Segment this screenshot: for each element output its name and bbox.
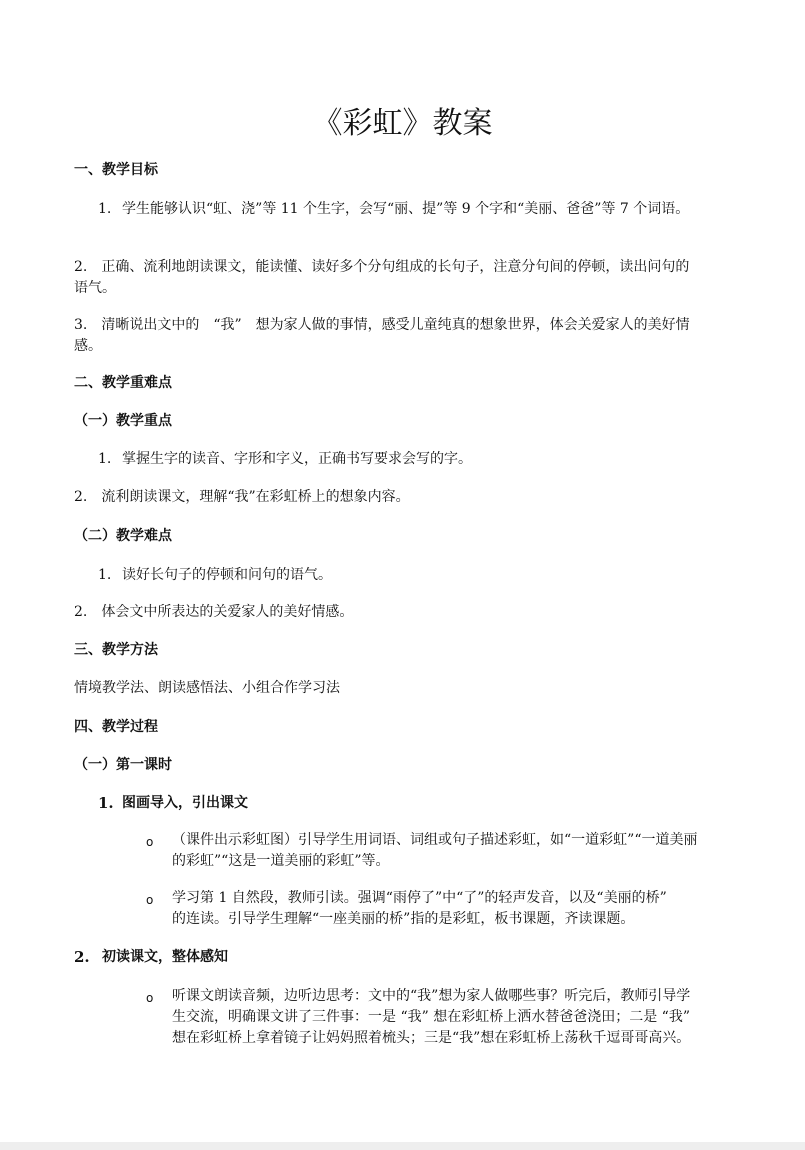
bullet-marker: o [146, 835, 154, 849]
step-2-heading: 初读课文，整体感知 [102, 949, 228, 965]
subheading-difficulty: （二）教学难点 [74, 528, 172, 544]
step-number: 2. [74, 948, 90, 966]
step-number: 1. [98, 794, 114, 812]
bullet-marker: o [146, 893, 154, 907]
list-number: 1. [98, 201, 112, 217]
objective-item-2-line2: 语气。 [74, 280, 116, 296]
list-number: 1. [98, 451, 112, 467]
page-title: 《彩虹》教案 [312, 106, 493, 141]
subheading-focus: （一）教学重点 [74, 413, 172, 429]
step-2-bullet-1-line1: 听课文朗读音频，边听边思考：文中的“我”想为家人做哪些事？听完后，教师引导学 [172, 988, 691, 1004]
section-heading-process: 四、教学过程 [74, 719, 158, 735]
objective-item-3-line2: 感。 [74, 338, 102, 354]
objective-item-3-line1: 3. 清晰说出文中的 “我” 想为家人做的事情，感受儿童纯真的想象世界，体会关爱家人的美好情 [74, 317, 690, 333]
section-heading-methods: 三、教学方法 [74, 642, 158, 658]
step-1-bullet-1-line2: 的彩虹”“这是一道美丽的彩虹”等。 [172, 853, 390, 869]
step-1-bullet-2-line1: 学习第 1 自然段，教师引读。强调“雨停了”中“了”的轻声发音，以及“美丽的桥” [172, 890, 667, 906]
bullet-marker: o [146, 991, 154, 1005]
focus-item-2: 2. 流利朗读课文，理解“我”在彩虹桥上的想象内容。 [74, 489, 410, 505]
step-2-bullet-1-line2: 生交流，明确课文讲了三件事：一是 “我” 想在彩虹桥上洒水替爸爸浇田；二是 “我” [172, 1009, 690, 1025]
subheading-first-lesson: （一）第一课时 [74, 757, 172, 773]
step-1-bullet-1-line1: （课件出示彩虹图）引导学生用词语、词组或句子描述彩虹，如“一道彩虹”“一道美丽 [172, 832, 698, 848]
focus-item-1: 掌握生字的读音、字形和字义，正确书写要求会写的字。 [122, 451, 472, 467]
list-number: 1. [98, 567, 112, 583]
difficulty-item-1: 读好长句子的停顿和问句的语气。 [122, 567, 332, 583]
methods-text: 情境教学法、朗读感悟法、小组合作学习法 [74, 680, 340, 696]
section-heading-key-points: 二、教学重难点 [74, 375, 172, 391]
step-1-heading: 图画导入，引出课文 [122, 795, 248, 811]
difficulty-item-2: 2. 体会文中所表达的关爱家人的美好情感。 [74, 604, 354, 620]
step-1-bullet-2-line2: 的连读。引导学生理解“一座美丽的桥”指的是彩虹，板书课题，齐读课题。 [172, 911, 635, 927]
step-2-bullet-1-line3: 想在彩虹桥上拿着镜子让妈妈照着梳头；三是“我”想在彩虹桥上荡秋千逗哥哥高兴。 [172, 1030, 691, 1046]
page-bottom-edge [0, 1142, 805, 1150]
objective-item-2-line1: 2. 正确、流利地朗读课文，能读懂、读好多个分句组成的长句子，注意分句间的停顿，读出问句的 [74, 259, 690, 275]
section-heading-objectives: 一、教学目标 [74, 162, 158, 178]
objective-item-1: 学生能够认识“虹、浇”等 11 个生字，会写“丽、提”等 9 个字和“美丽、爸爸”等 7 个词语。 [122, 201, 690, 217]
